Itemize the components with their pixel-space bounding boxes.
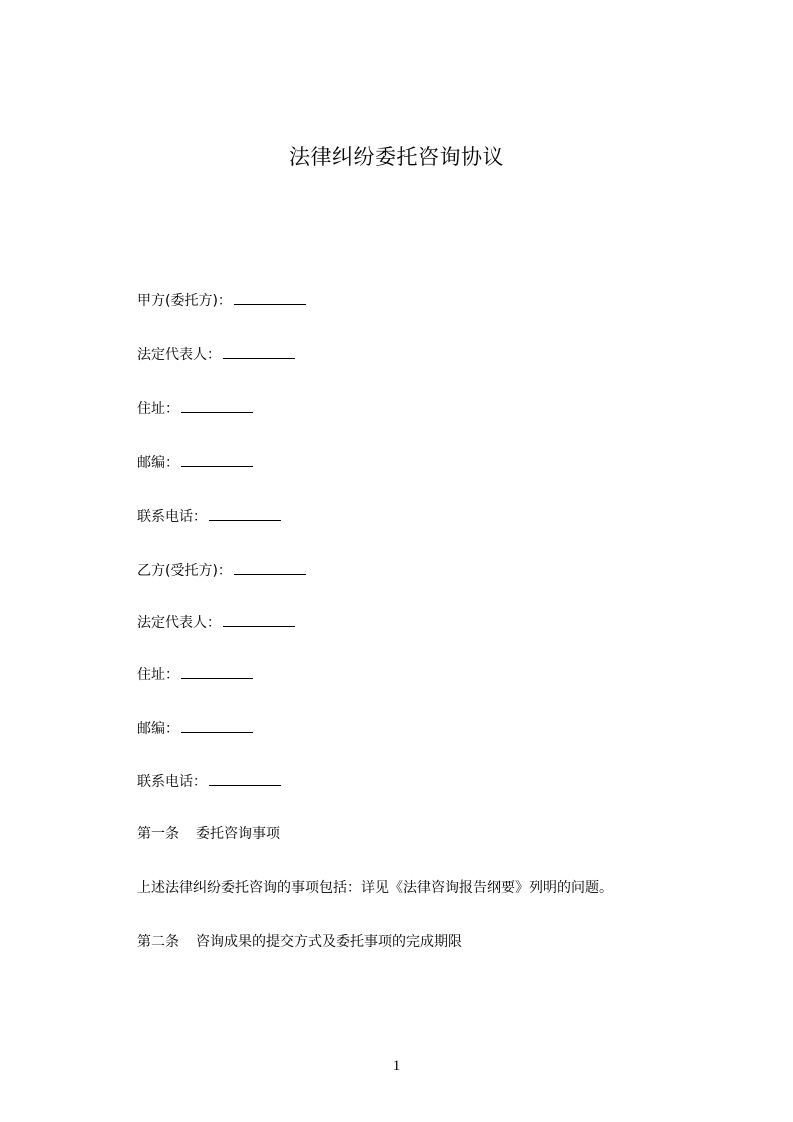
party-a-line <box>137 291 306 311</box>
party-a-postcode-label: 邮编： <box>137 455 179 471</box>
party-a-address-label: 住址： <box>137 401 179 417</box>
article-1-body: 上述法律纠纷委托咨询的事项包括：详见《法律咨询报告纲要》列明的问题。 <box>137 880 613 896</box>
party-a-phone-blank[interactable] <box>209 507 281 521</box>
party-a-address-line <box>137 399 253 419</box>
party-a-representative-label: 法定代表人： <box>137 347 221 363</box>
page-number: 1 <box>392 1058 401 1074</box>
party-b-representative-blank[interactable] <box>223 613 295 627</box>
party-b-line <box>137 561 306 581</box>
party-b-phone-line <box>137 772 281 792</box>
party-a-phone-line <box>137 507 281 527</box>
party-b-representative-label: 法定代表人： <box>137 615 221 631</box>
party-b-representative-line <box>137 613 295 633</box>
party-b-postcode-blank[interactable] <box>181 719 253 733</box>
party-b-postcode-label: 邮编： <box>137 721 179 737</box>
party-b-label: 乙方(受托方)： <box>137 563 232 579</box>
party-b-phone-blank[interactable] <box>209 772 281 786</box>
party-a-phone-label: 联系电话： <box>137 509 207 525</box>
party-b-address-line <box>137 665 253 685</box>
party-b-phone-label: 联系电话： <box>137 774 207 790</box>
article-1-number: 第一条 <box>137 826 179 842</box>
article-2-heading <box>137 932 462 952</box>
party-a-address-blank[interactable] <box>181 399 253 413</box>
party-a-representative-blank[interactable] <box>223 345 295 359</box>
party-a-representative-line <box>137 345 295 365</box>
document-title: 法律纠纷委托咨询协议 <box>289 145 504 169</box>
party-b-address-label: 住址： <box>137 667 179 683</box>
party-b-address-blank[interactable] <box>181 665 253 679</box>
party-a-blank[interactable] <box>234 291 306 305</box>
party-a-postcode-blank[interactable] <box>181 453 253 467</box>
article-1-title: 委托咨询事项 <box>196 826 280 842</box>
article-2-number: 第二条 <box>137 934 179 950</box>
party-a-postcode-line <box>137 453 253 473</box>
article-2-title: 咨询成果的提交方式及委托事项的完成期限 <box>196 934 462 950</box>
party-a-label: 甲方(委托方)： <box>137 293 232 309</box>
article-1-heading <box>137 824 280 844</box>
party-b-postcode-line <box>137 719 253 739</box>
party-b-blank[interactable] <box>234 561 306 575</box>
